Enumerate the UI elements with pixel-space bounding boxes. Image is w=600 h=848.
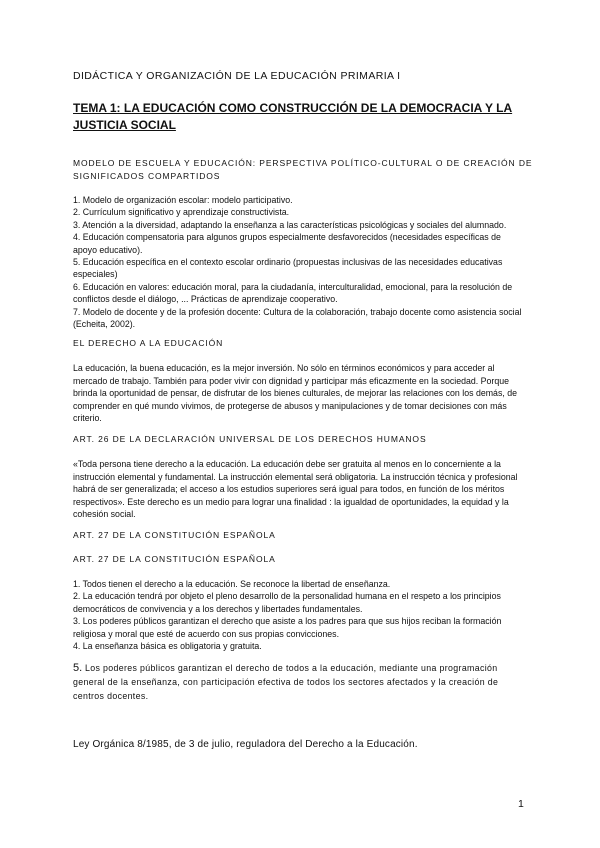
section-heading-school-model: MODELO DE ESCUELA Y EDUCACIÓN: PERSPECTIVA POLÍTICO-CULTURAL O DE CREACIÓN DE SIGNIFICADOS COMPARTIDOS	[73, 158, 533, 181]
list-item: 7. Modelo de docente y de la profesión docente: Cultura de la colaboración, trabajo docente como asistencia social (Echeita, 2002).	[73, 306, 522, 330]
section-heading-udhr-art26: ART. 26 DE LA DECLARACIÓN UNIVERSAL DE LOS DERECHOS HUMANOS	[73, 434, 427, 444]
section-heading-right-to-education: EL DERECHO A LA EDUCACIÓN	[73, 338, 224, 348]
list-item: 3. Atención a la diversidad, adaptando la enseñanza a las características psicológicas y sociales del alumnado.	[73, 219, 507, 230]
list-item: 6. Educación en valores: educación moral, para la ciudadanía, interculturalidad, emocional, para la resolución de conflictos desde el diálogo, ... Prácticas de aprendizaje cooperativo.	[73, 281, 513, 305]
list-item: 1. Todos tienen el derecho a la educación. Se reconoce la libertad de enseñanza.	[73, 579, 391, 589]
list-item: 2. La educación tendrá por objeto el pleno desarrollo de la personalidad humana en el respeto a los principios democráticos de convivencia y a los derechos y libertades fundamentales.	[73, 591, 501, 614]
right-to-education-paragraph: La educación, la buena educación, es la mejor inversión. No sólo en términos económicos y para acceder al mercado de trabajo. También para poder vivir con dignidad y participar más eficazmente en la sociedad. Porque brinda la oportunidad de pensar, de disfrutar de los bienes culturales, de mejorar las relaciones con los demás, de comprender en qué mundo vivimos, de protegerse de abusos y manipulaciones y de tomar decisiones con más criterio.	[73, 363, 518, 424]
list-item: 1. Modelo de organización escolar: modelo participativo.	[73, 195, 293, 205]
list-item: 4. La enseñanza básica es obligatoria y gratuita.	[73, 641, 262, 652]
section-heading-constitution-art27: ART. 27 DE LA CONSTITUCIÓN ESPAÑOLA	[73, 530, 276, 540]
list-item: 3. Los poderes públicos garantizan el derecho que asiste a los padres para que sus hijos reciban la formación religiosa y moral que esté de acuerdo con sus propias convicciones.	[73, 616, 502, 639]
list-item: 2. Currículum significativo y aprendizaje constructivista.	[73, 207, 290, 218]
item5-text: Los poderes públicos garantizan el derecho de todos a la educación, mediante una programación general de la enseñanza, con participación efectiva de todos los sectores afectados y la creación de centros docentes.	[73, 663, 499, 702]
topic-title: TEMA 1: LA EDUCACIÓN COMO CONSTRUCCIÓN DE LA DEMOCRACIA Y LA JUSTICIA SOCIAL	[73, 101, 513, 132]
item5-number: 5.	[73, 662, 83, 674]
constitution-art27-item5	[73, 661, 525, 704]
constitution-art27-list	[73, 578, 525, 652]
page-number: 1	[518, 798, 524, 810]
section-heading-constitution-art27-repeat: ART. 27 DE LA CONSTITUCIÓN ESPAÑOLA	[73, 554, 276, 564]
school-model-list	[73, 194, 525, 330]
udhr-art26-paragraph: «Toda persona tiene derecho a la educación. La educación debe ser gratuita al menos en lo concerniente a la instrucción elemental y fundamental. La instrucción elemental será obligatoria. La instrucción técnica y profesional habrá de ser generalizada; el acceso a los estudios superiores será igual para todos, en función de los méritos respectivos». Este derecho es un medio para lograr una finalidad : la igualdad de oportunidades, la equidad y la cohesión social.	[73, 459, 518, 520]
law-reference: Ley Orgánica 8/1985, de 3 de julio, reguladora del Derecho a la Educación.	[73, 739, 418, 750]
course-title: DIDÁCTICA Y ORGANIZACIÓN DE LA EDUCACIÓN PRIMARIA I	[73, 70, 401, 82]
list-item: 4. Educación compensatoria para algunos grupos especialmente desfavorecidos (necesidades específicas de apoyo educativo).	[73, 232, 501, 255]
list-item: 5. Educación específica en el contexto escolar ordinario (propuestas inclusivas de las necesidades educativas especiales)	[73, 257, 503, 280]
